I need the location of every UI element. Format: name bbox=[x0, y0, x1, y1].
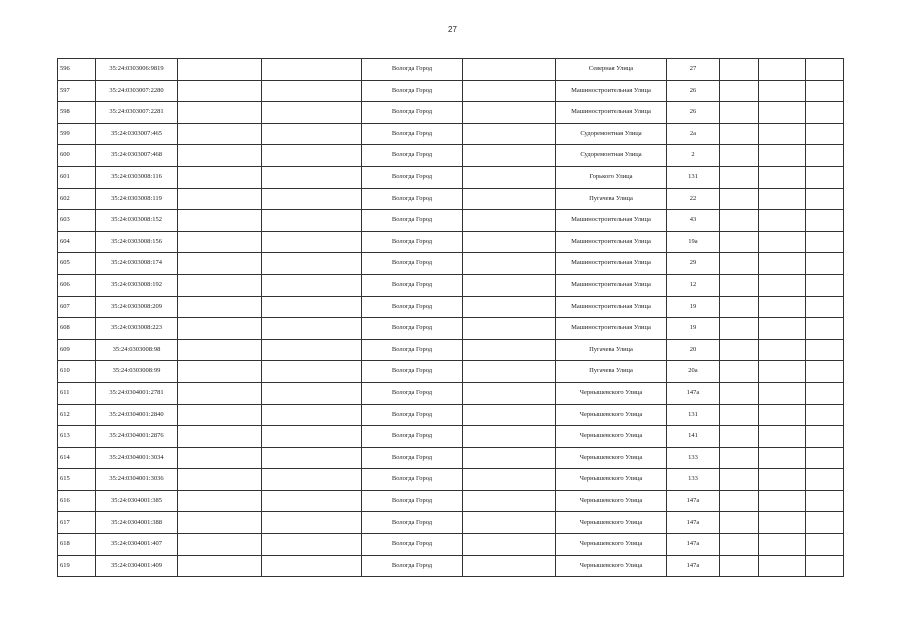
city-cell: Вологда Город bbox=[362, 296, 463, 318]
table-row bbox=[58, 231, 844, 253]
empty-cell bbox=[806, 59, 844, 81]
street-cell: Машиностроительная Улица bbox=[556, 210, 667, 232]
empty-cell bbox=[178, 339, 262, 361]
table-row bbox=[58, 318, 844, 340]
empty-cell bbox=[720, 274, 759, 296]
empty-cell bbox=[262, 469, 362, 491]
empty-cell bbox=[463, 447, 556, 469]
empty-cell bbox=[720, 534, 759, 556]
empty-cell bbox=[463, 188, 556, 210]
table-row bbox=[58, 490, 844, 512]
house-number-cell: 131 bbox=[667, 404, 720, 426]
street-cell: Чернышевского Улица bbox=[556, 512, 667, 534]
street-cell: Машиностроительная Улица bbox=[556, 274, 667, 296]
empty-cell bbox=[720, 426, 759, 448]
empty-cell bbox=[759, 210, 806, 232]
empty-cell bbox=[178, 361, 262, 383]
table-row bbox=[58, 296, 844, 318]
empty-cell bbox=[262, 490, 362, 512]
row-number-cell: 607 bbox=[58, 296, 96, 318]
city-cell: Вологда Город bbox=[362, 318, 463, 340]
street-cell: Чернышевского Улица bbox=[556, 426, 667, 448]
cadastral-number-cell: 35:24:0304001:407 bbox=[96, 534, 178, 556]
row-number-cell: 597 bbox=[58, 80, 96, 102]
empty-cell bbox=[178, 318, 262, 340]
empty-cell bbox=[178, 512, 262, 534]
empty-cell bbox=[463, 123, 556, 145]
city-cell: Вологда Город bbox=[362, 102, 463, 124]
empty-cell bbox=[463, 404, 556, 426]
empty-cell bbox=[720, 318, 759, 340]
cadastral-number-cell: 35:24:0304001:409 bbox=[96, 555, 178, 577]
empty-cell bbox=[759, 59, 806, 81]
house-number-cell: 20 bbox=[667, 339, 720, 361]
empty-cell bbox=[759, 145, 806, 167]
row-number-cell: 619 bbox=[58, 555, 96, 577]
empty-cell bbox=[759, 296, 806, 318]
empty-cell bbox=[759, 339, 806, 361]
empty-cell bbox=[178, 382, 262, 404]
empty-cell bbox=[806, 102, 844, 124]
table-row bbox=[58, 382, 844, 404]
table-row bbox=[58, 447, 844, 469]
table-row bbox=[58, 253, 844, 275]
city-cell: Вологда Город bbox=[362, 166, 463, 188]
city-cell: Вологда Город bbox=[362, 145, 463, 167]
empty-cell bbox=[262, 274, 362, 296]
cadastral-number-cell: 35:24:0303008:174 bbox=[96, 253, 178, 275]
empty-cell bbox=[720, 382, 759, 404]
empty-cell bbox=[720, 296, 759, 318]
row-number-cell: 613 bbox=[58, 426, 96, 448]
empty-cell bbox=[806, 188, 844, 210]
table-row bbox=[58, 555, 844, 577]
empty-cell bbox=[262, 166, 362, 188]
empty-cell bbox=[178, 555, 262, 577]
empty-cell bbox=[262, 231, 362, 253]
empty-cell bbox=[178, 166, 262, 188]
empty-cell bbox=[262, 555, 362, 577]
row-number-cell: 602 bbox=[58, 188, 96, 210]
empty-cell bbox=[806, 274, 844, 296]
street-cell: Северная Улица bbox=[556, 59, 667, 81]
row-number-cell: 614 bbox=[58, 447, 96, 469]
empty-cell bbox=[178, 210, 262, 232]
empty-cell bbox=[720, 123, 759, 145]
empty-cell bbox=[759, 188, 806, 210]
house-number-cell: 19а bbox=[667, 231, 720, 253]
empty-cell bbox=[178, 188, 262, 210]
city-cell: Вологда Город bbox=[362, 361, 463, 383]
empty-cell bbox=[262, 426, 362, 448]
city-cell: Вологда Город bbox=[362, 512, 463, 534]
empty-cell bbox=[178, 231, 262, 253]
row-number-cell: 599 bbox=[58, 123, 96, 145]
street-cell: Чернышевского Улица bbox=[556, 404, 667, 426]
empty-cell bbox=[463, 469, 556, 491]
house-number-cell: 147а bbox=[667, 382, 720, 404]
empty-cell bbox=[178, 296, 262, 318]
empty-cell bbox=[806, 404, 844, 426]
cadastral-number-cell: 35:24:0303007:2280 bbox=[96, 80, 178, 102]
table-row bbox=[58, 361, 844, 383]
empty-cell bbox=[759, 80, 806, 102]
table-row bbox=[58, 123, 844, 145]
empty-cell bbox=[806, 253, 844, 275]
table-row bbox=[58, 166, 844, 188]
row-number-cell: 603 bbox=[58, 210, 96, 232]
house-number-cell: 2 bbox=[667, 145, 720, 167]
street-cell: Машиностроительная Улица bbox=[556, 80, 667, 102]
cadastral-number-cell: 35:24:0304001:2876 bbox=[96, 426, 178, 448]
empty-cell bbox=[262, 123, 362, 145]
empty-cell bbox=[463, 80, 556, 102]
house-number-cell: 147а bbox=[667, 534, 720, 556]
empty-cell bbox=[759, 102, 806, 124]
city-cell: Вологда Город bbox=[362, 210, 463, 232]
empty-cell bbox=[759, 534, 806, 556]
row-number-cell: 617 bbox=[58, 512, 96, 534]
house-number-cell: 141 bbox=[667, 426, 720, 448]
city-cell: Вологда Город bbox=[362, 274, 463, 296]
cadastral-number-cell: 35:24:0303008:209 bbox=[96, 296, 178, 318]
cadastral-number-cell: 35:24:0303007:465 bbox=[96, 123, 178, 145]
street-cell: Чернышевского Улица bbox=[556, 555, 667, 577]
empty-cell bbox=[463, 555, 556, 577]
row-number-cell: 605 bbox=[58, 253, 96, 275]
empty-cell bbox=[463, 231, 556, 253]
street-cell: Машиностроительная Улица bbox=[556, 296, 667, 318]
street-cell: Чернышевского Улица bbox=[556, 534, 667, 556]
empty-cell bbox=[806, 318, 844, 340]
house-number-cell: 147а bbox=[667, 512, 720, 534]
empty-cell bbox=[759, 253, 806, 275]
empty-cell bbox=[759, 512, 806, 534]
empty-cell bbox=[806, 426, 844, 448]
cadastral-number-cell: 35:24:0303008:156 bbox=[96, 231, 178, 253]
street-cell: Судоремонтная Улица bbox=[556, 123, 667, 145]
city-cell: Вологда Город bbox=[362, 80, 463, 102]
house-number-cell: 26 bbox=[667, 102, 720, 124]
empty-cell bbox=[178, 80, 262, 102]
empty-cell bbox=[720, 404, 759, 426]
street-cell: Чернышевского Улица bbox=[556, 490, 667, 512]
house-number-cell: 43 bbox=[667, 210, 720, 232]
table-row bbox=[58, 145, 844, 167]
empty-cell bbox=[806, 382, 844, 404]
empty-cell bbox=[806, 447, 844, 469]
house-number-cell: 147а bbox=[667, 555, 720, 577]
street-cell: Чернышевского Улица bbox=[556, 447, 667, 469]
empty-cell bbox=[463, 296, 556, 318]
empty-cell bbox=[806, 534, 844, 556]
cadastral-number-cell: 35:24:0303008:223 bbox=[96, 318, 178, 340]
empty-cell bbox=[806, 231, 844, 253]
cadastral-number-cell: 35:24:0303008:119 bbox=[96, 188, 178, 210]
empty-cell bbox=[463, 382, 556, 404]
empty-cell bbox=[806, 490, 844, 512]
empty-cell bbox=[262, 361, 362, 383]
row-number-cell: 606 bbox=[58, 274, 96, 296]
empty-cell bbox=[262, 339, 362, 361]
cadastral-number-cell: 35:24:0303008:152 bbox=[96, 210, 178, 232]
empty-cell bbox=[759, 123, 806, 145]
empty-cell bbox=[178, 123, 262, 145]
empty-cell bbox=[463, 318, 556, 340]
street-cell: Машиностроительная Улица bbox=[556, 318, 667, 340]
cadastral-number-cell: 35:24:0303008:116 bbox=[96, 166, 178, 188]
empty-cell bbox=[759, 382, 806, 404]
city-cell: Вологда Город bbox=[362, 231, 463, 253]
house-number-cell: 29 bbox=[667, 253, 720, 275]
cadastral-number-cell: 35:24:0303006:9819 bbox=[96, 59, 178, 81]
empty-cell bbox=[720, 447, 759, 469]
table-row bbox=[58, 80, 844, 102]
empty-cell bbox=[262, 512, 362, 534]
empty-cell bbox=[806, 469, 844, 491]
street-cell: Машиностроительная Улица bbox=[556, 102, 667, 124]
empty-cell bbox=[463, 512, 556, 534]
empty-cell bbox=[720, 59, 759, 81]
house-number-cell: 147а bbox=[667, 490, 720, 512]
row-number-cell: 600 bbox=[58, 145, 96, 167]
house-number-cell: 20а bbox=[667, 361, 720, 383]
house-number-cell: 19 bbox=[667, 296, 720, 318]
registry-rows bbox=[58, 59, 844, 577]
row-number-cell: 604 bbox=[58, 231, 96, 253]
empty-cell bbox=[806, 361, 844, 383]
city-cell: Вологда Город bbox=[362, 188, 463, 210]
street-cell: Чернышевского Улица bbox=[556, 469, 667, 491]
house-number-cell: 26 bbox=[667, 80, 720, 102]
empty-cell bbox=[178, 404, 262, 426]
empty-cell bbox=[720, 231, 759, 253]
empty-cell bbox=[262, 447, 362, 469]
cadastral-number-cell: 35:24:0304001:3036 bbox=[96, 469, 178, 491]
cadastral-number-cell: 35:24:0304001:2840 bbox=[96, 404, 178, 426]
house-number-cell: 2а bbox=[667, 123, 720, 145]
empty-cell bbox=[262, 102, 362, 124]
city-cell: Вологда Город bbox=[362, 426, 463, 448]
cadastral-number-cell: 35:24:0304001:3034 bbox=[96, 447, 178, 469]
empty-cell bbox=[262, 253, 362, 275]
empty-cell bbox=[262, 80, 362, 102]
street-cell: Машиностроительная Улица bbox=[556, 231, 667, 253]
empty-cell bbox=[720, 102, 759, 124]
table-row bbox=[58, 188, 844, 210]
empty-cell bbox=[759, 274, 806, 296]
row-number-cell: 610 bbox=[58, 361, 96, 383]
empty-cell bbox=[806, 80, 844, 102]
empty-cell bbox=[759, 447, 806, 469]
table-row bbox=[58, 426, 844, 448]
table-row bbox=[58, 210, 844, 232]
table-row bbox=[58, 512, 844, 534]
row-number-cell: 615 bbox=[58, 469, 96, 491]
street-cell: Пугачева Улица bbox=[556, 339, 667, 361]
empty-cell bbox=[720, 210, 759, 232]
row-number-cell: 596 bbox=[58, 59, 96, 81]
empty-cell bbox=[720, 555, 759, 577]
empty-cell bbox=[178, 469, 262, 491]
empty-cell bbox=[759, 231, 806, 253]
house-number-cell: 12 bbox=[667, 274, 720, 296]
row-number-cell: 601 bbox=[58, 166, 96, 188]
empty-cell bbox=[720, 339, 759, 361]
empty-cell bbox=[262, 145, 362, 167]
empty-cell bbox=[720, 188, 759, 210]
street-cell: Пугачева Улица bbox=[556, 188, 667, 210]
empty-cell bbox=[178, 534, 262, 556]
house-number-cell: 133 bbox=[667, 447, 720, 469]
empty-cell bbox=[178, 145, 262, 167]
empty-cell bbox=[806, 296, 844, 318]
empty-cell bbox=[720, 512, 759, 534]
cadastral-number-cell: 35:24:0303007:2281 bbox=[96, 102, 178, 124]
row-number-cell: 618 bbox=[58, 534, 96, 556]
empty-cell bbox=[720, 490, 759, 512]
row-number-cell: 608 bbox=[58, 318, 96, 340]
empty-cell bbox=[759, 166, 806, 188]
house-number-cell: 22 bbox=[667, 188, 720, 210]
empty-cell bbox=[463, 166, 556, 188]
empty-cell bbox=[806, 123, 844, 145]
city-cell: Вологда Город bbox=[362, 490, 463, 512]
city-cell: Вологда Город bbox=[362, 555, 463, 577]
empty-cell bbox=[463, 426, 556, 448]
empty-cell bbox=[262, 59, 362, 81]
empty-cell bbox=[262, 188, 362, 210]
empty-cell bbox=[720, 145, 759, 167]
empty-cell bbox=[720, 253, 759, 275]
page-number: 27 bbox=[448, 25, 457, 34]
empty-cell bbox=[463, 490, 556, 512]
empty-cell bbox=[806, 166, 844, 188]
city-cell: Вологда Город bbox=[362, 253, 463, 275]
row-number-cell: 598 bbox=[58, 102, 96, 124]
empty-cell bbox=[720, 361, 759, 383]
empty-cell bbox=[720, 80, 759, 102]
empty-cell bbox=[720, 166, 759, 188]
empty-cell bbox=[463, 145, 556, 167]
house-number-cell: 19 bbox=[667, 318, 720, 340]
empty-cell bbox=[759, 318, 806, 340]
empty-cell bbox=[463, 339, 556, 361]
cadastral-number-cell: 35:24:0304001:388 bbox=[96, 512, 178, 534]
city-cell: Вологда Город bbox=[362, 534, 463, 556]
empty-cell bbox=[178, 253, 262, 275]
empty-cell bbox=[262, 318, 362, 340]
cadastral-number-cell: 35:24:0303008:98 bbox=[96, 339, 178, 361]
street-cell: Горького Улица bbox=[556, 166, 667, 188]
empty-cell bbox=[463, 274, 556, 296]
empty-cell bbox=[463, 210, 556, 232]
city-cell: Вологда Город bbox=[362, 59, 463, 81]
cadastral-number-cell: 35:24:0303008:99 bbox=[96, 361, 178, 383]
empty-cell bbox=[262, 296, 362, 318]
empty-cell bbox=[806, 555, 844, 577]
empty-cell bbox=[178, 102, 262, 124]
city-cell: Вологда Город bbox=[362, 123, 463, 145]
street-cell: Машиностроительная Улица bbox=[556, 253, 667, 275]
empty-cell bbox=[262, 534, 362, 556]
empty-cell bbox=[806, 145, 844, 167]
table-row bbox=[58, 102, 844, 124]
empty-cell bbox=[178, 490, 262, 512]
empty-cell bbox=[759, 404, 806, 426]
city-cell: Вологда Город bbox=[362, 382, 463, 404]
cadastral-number-cell: 35:24:0303008:192 bbox=[96, 274, 178, 296]
city-cell: Вологда Город bbox=[362, 404, 463, 426]
table-row bbox=[58, 339, 844, 361]
empty-cell bbox=[262, 382, 362, 404]
empty-cell bbox=[759, 469, 806, 491]
house-number-cell: 27 bbox=[667, 59, 720, 81]
cadastral-number-cell: 35:24:0304001:385 bbox=[96, 490, 178, 512]
empty-cell bbox=[262, 404, 362, 426]
empty-cell bbox=[463, 534, 556, 556]
empty-cell bbox=[178, 426, 262, 448]
empty-cell bbox=[759, 426, 806, 448]
registry-table bbox=[57, 58, 844, 577]
row-number-cell: 611 bbox=[58, 382, 96, 404]
row-number-cell: 616 bbox=[58, 490, 96, 512]
empty-cell bbox=[720, 469, 759, 491]
empty-cell bbox=[178, 447, 262, 469]
empty-cell bbox=[262, 210, 362, 232]
empty-cell bbox=[463, 253, 556, 275]
cadastral-number-cell: 35:24:0303007:468 bbox=[96, 145, 178, 167]
empty-cell bbox=[806, 210, 844, 232]
empty-cell bbox=[806, 512, 844, 534]
street-cell: Чернышевского Улица bbox=[556, 382, 667, 404]
empty-cell bbox=[463, 102, 556, 124]
cadastral-number-cell: 35:24:0304001:2781 bbox=[96, 382, 178, 404]
city-cell: Вологда Город bbox=[362, 469, 463, 491]
empty-cell bbox=[178, 274, 262, 296]
row-number-cell: 612 bbox=[58, 404, 96, 426]
house-number-cell: 131 bbox=[667, 166, 720, 188]
city-cell: Вологда Город bbox=[362, 447, 463, 469]
street-cell: Пугачева Улица bbox=[556, 361, 667, 383]
row-number-cell: 609 bbox=[58, 339, 96, 361]
street-cell: Судоремонтная Улица bbox=[556, 145, 667, 167]
table-row bbox=[58, 469, 844, 491]
empty-cell bbox=[759, 555, 806, 577]
empty-cell bbox=[759, 490, 806, 512]
empty-cell bbox=[806, 339, 844, 361]
table-row bbox=[58, 274, 844, 296]
empty-cell bbox=[463, 59, 556, 81]
table-row bbox=[58, 404, 844, 426]
table-row bbox=[58, 534, 844, 556]
table-row bbox=[58, 59, 844, 81]
empty-cell bbox=[759, 361, 806, 383]
house-number-cell: 133 bbox=[667, 469, 720, 491]
city-cell: Вологда Город bbox=[362, 339, 463, 361]
empty-cell bbox=[463, 361, 556, 383]
empty-cell bbox=[178, 59, 262, 81]
